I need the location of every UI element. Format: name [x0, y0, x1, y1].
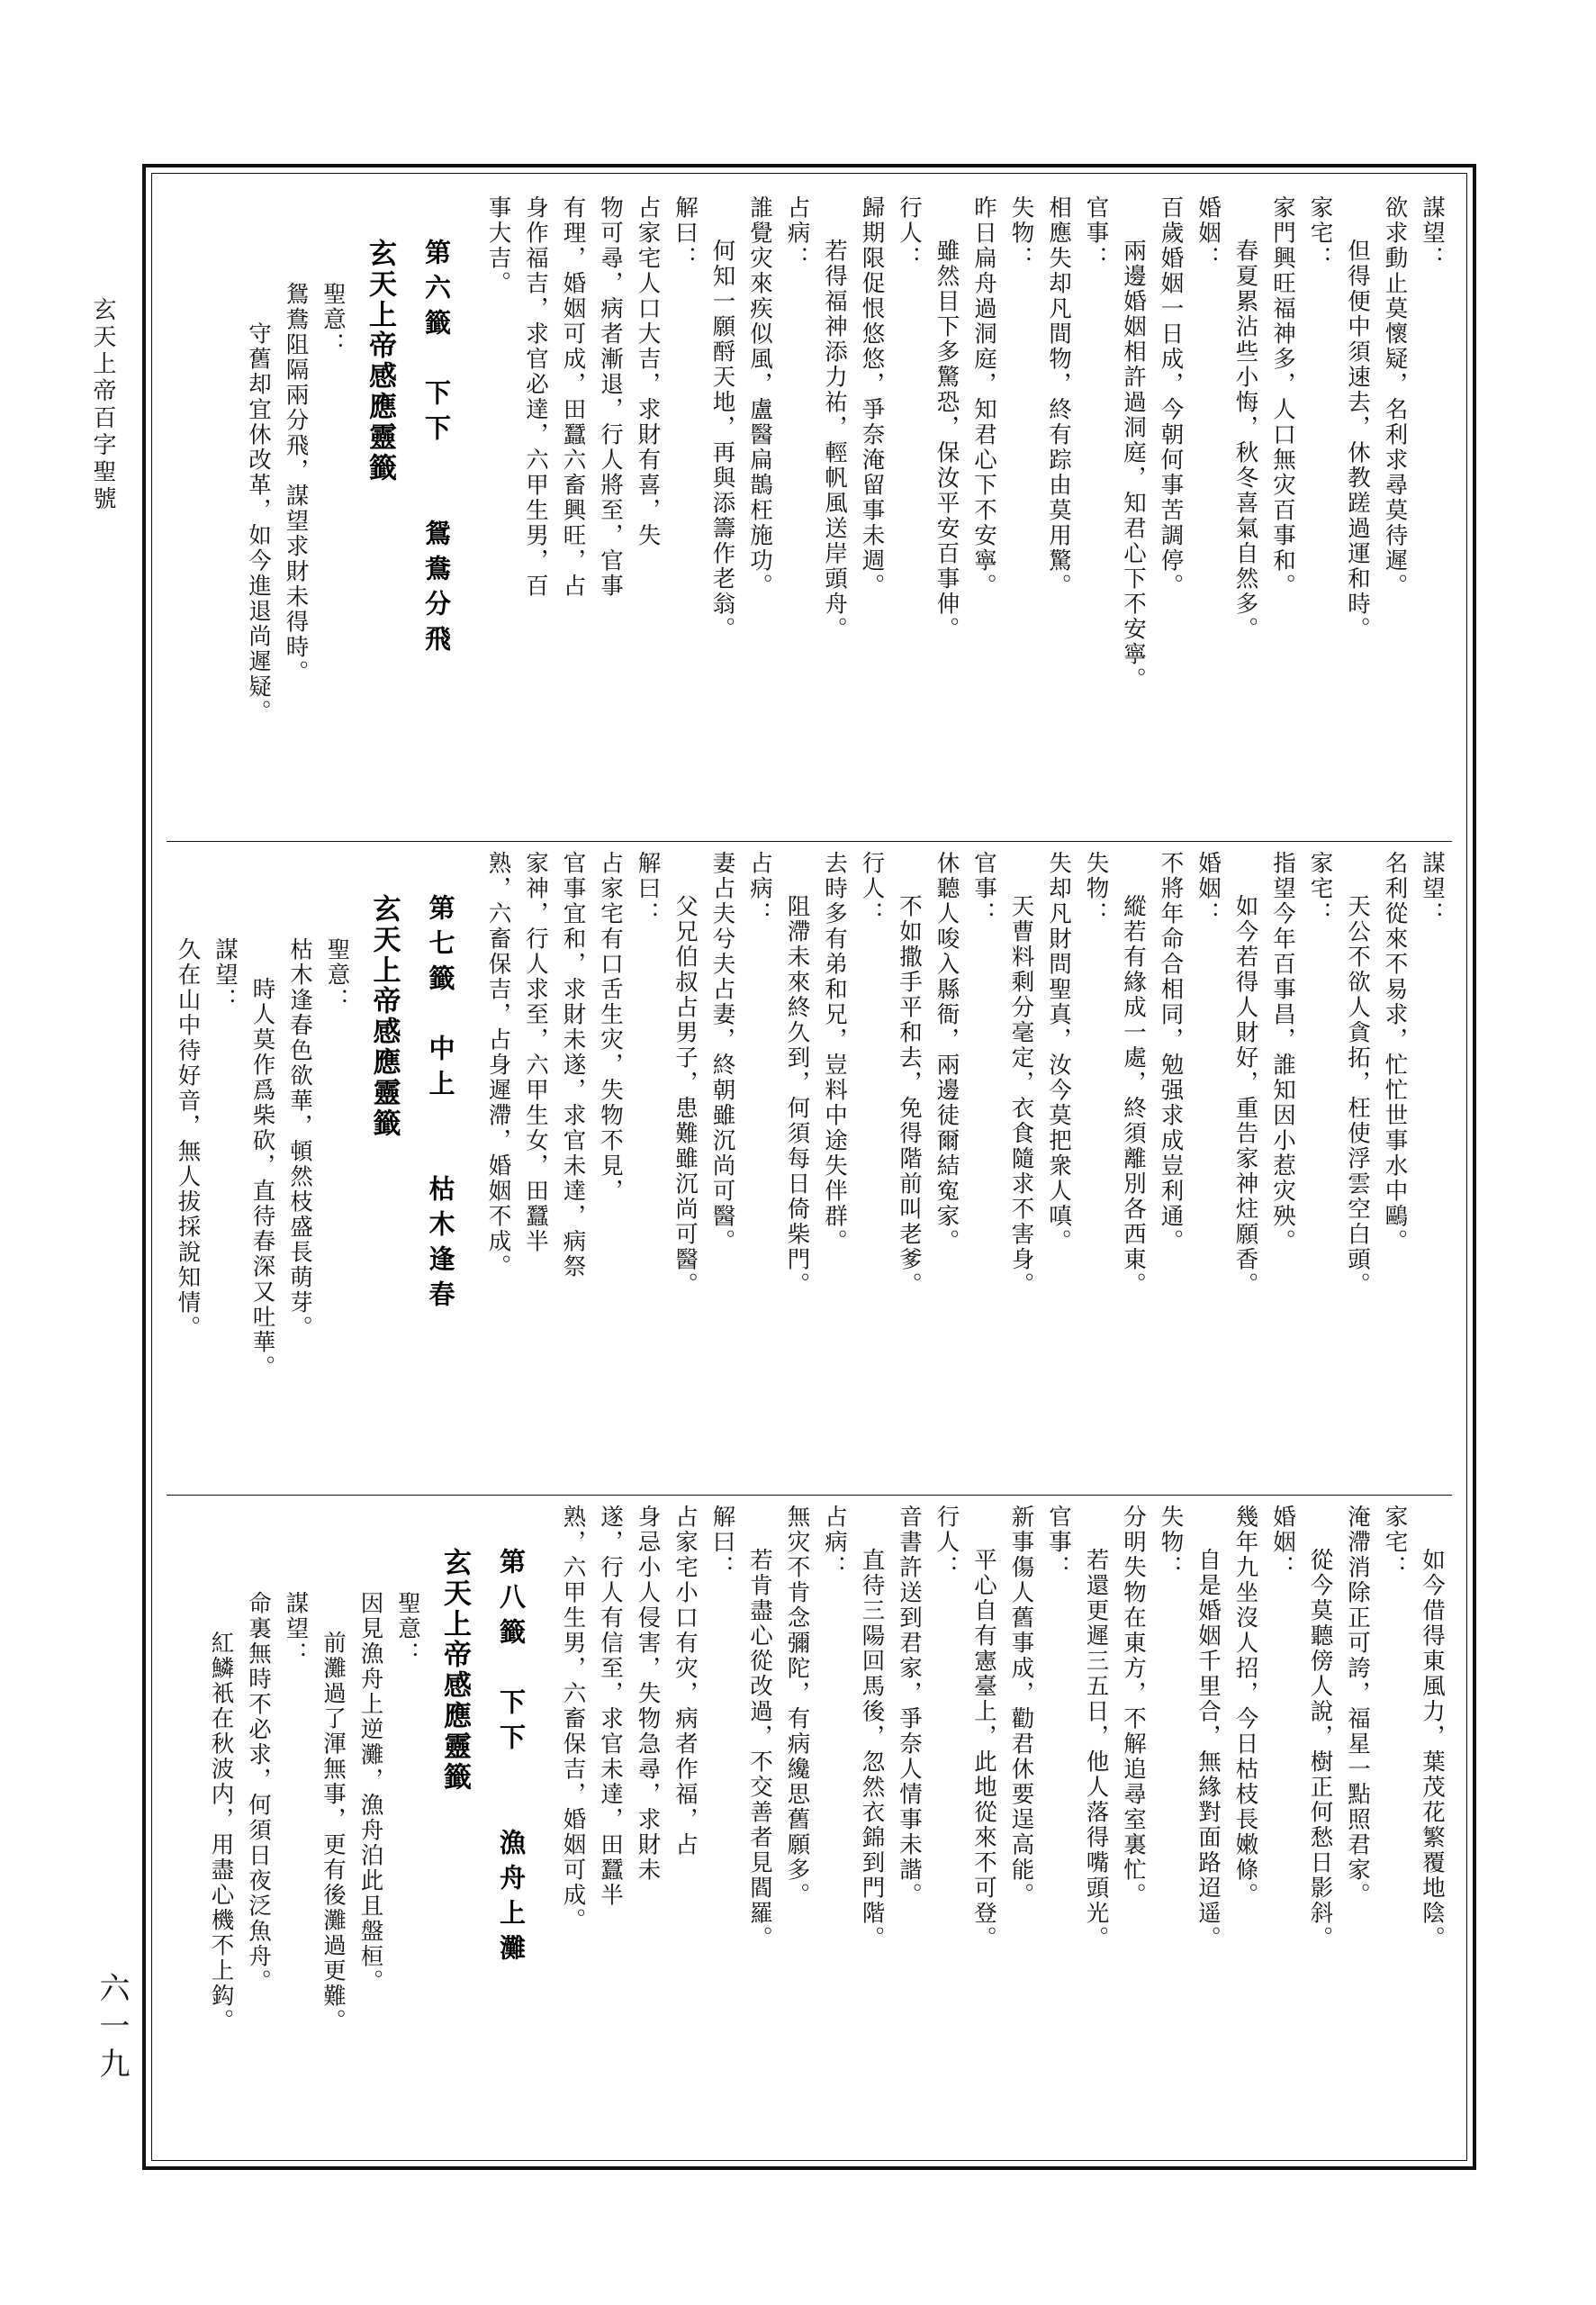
entry-line: 占病：	[783, 195, 811, 271]
entry-line: 熟，六畜保吉，占身遲滯，婚姻不成。	[484, 851, 512, 1280]
extra-line: 命裏無時不必求，何須日夜泛魚舟。	[245, 1590, 272, 1994]
entry-line: 家宅：	[1381, 1504, 1409, 1580]
text-frame	[142, 164, 1476, 2170]
section-qian7	[167, 841, 1452, 1494]
entry-line: 遂，行人有信至，求官未達，田蠶半	[597, 1504, 624, 1908]
seal-intent-line: 因見漁舟上逆灘，漁舟泊此且盤桓。	[356, 1590, 384, 1994]
entry-line: 身作福吉，求官必達，六甲生男，百	[522, 195, 549, 599]
section-title: 玄天上帝感應靈籤	[367, 894, 401, 1140]
entry-line: 官事：	[1082, 195, 1110, 271]
entry-line: 雖然目下多驚恐，保汝平安百事伸。	[933, 239, 960, 642]
entry-line: 但得便中須速去，休教蹉過運和時。	[1344, 239, 1371, 642]
entry-line: 謀望：	[1419, 851, 1446, 927]
entry-line: 官事：	[970, 851, 997, 927]
section-qian8	[167, 1495, 1452, 2147]
entry-line: 婚姻：	[1195, 851, 1222, 927]
entry-line: 直待三陽回馬後，忽然衣錦到門階。	[858, 1547, 886, 1951]
sections-container	[167, 186, 1452, 2147]
entry-line: 婚姻：	[1195, 195, 1222, 271]
entry-line: 失却凡財問聖真，汝今莫把衆人嗔。	[1045, 851, 1072, 1255]
entry-line: 行人：	[933, 1504, 960, 1580]
entry-line: 熟，六甲生男，六畜保吉，婚姻可成。	[559, 1504, 587, 1933]
entry-line: 從今莫聽傍人說，樹正何愁日影斜。	[1306, 1547, 1334, 1951]
entry-line: 縱若有緣成一處，終須離別各西東。	[1120, 894, 1147, 1298]
entry-line: 家門興旺福神多，人口無灾百事和。	[1269, 195, 1296, 599]
entry-line: 不如撒手平和去，免得階前叫老爹。	[896, 894, 923, 1298]
entry-line: 休聽人唆入縣衙，兩邊徒爾結寃家。	[933, 851, 960, 1255]
entry-line: 官事宜和，求財未遂，求官未達，病祭	[559, 851, 587, 1280]
entry-line: 歸期限促恨悠悠，爭奈淹留事未週。	[858, 195, 886, 599]
entry-line: 父兄伯叔占男子，患難雖沉尚可醫。	[672, 894, 699, 1298]
running-head: 玄天上帝百字聖號	[89, 297, 116, 513]
seal-intent-line: 守舊却宜休改革，如今進退尚遲疑。	[245, 321, 272, 725]
entry-line: 身忌小人侵害，失物急尋，求財未	[634, 1504, 662, 1883]
entry-line: 音書許送到君家，爭奈人情事未諧。	[896, 1504, 923, 1908]
entry-line: 行人：	[896, 195, 923, 271]
section-qian7-columns	[167, 842, 1452, 1494]
entry-line: 若得福神添力祐，輕帆風送岸頭舟。	[821, 239, 848, 642]
entry-line: 分明失物在東方，不解追尋室裏忙。	[1120, 1504, 1147, 1908]
entry-line: 家宅：	[1306, 851, 1334, 927]
entry-line: 新事傷人舊事成，勸君休要逞高能。	[1007, 1504, 1035, 1908]
entry-line: 淹滯消除正可誇，福星一點照君家。	[1344, 1504, 1371, 1908]
column-gap	[464, 195, 479, 836]
entry-line: 指望今年百事昌，誰知因小惹灾殃。	[1269, 851, 1296, 1255]
entry-line: 無灾不肯念彌陀，有病纔思舊願多。	[783, 1504, 811, 1908]
entry-line: 自是婚姻千里合，無緣對面路迢遥。	[1195, 1547, 1222, 1951]
entry-line: 解曰：	[708, 1504, 736, 1580]
page-number: 六一九	[94, 1972, 130, 2085]
entry-line: 失物：	[1082, 851, 1110, 927]
seal-intent-line: 鴛鴦阻隔兩分飛，謀望求財未得時。	[282, 282, 310, 685]
entry-line: 欲求動止莫懷疑，名利求尋莫待遲。	[1381, 195, 1409, 599]
entry-line: 占病：	[821, 1504, 848, 1580]
section-qian6-columns	[167, 186, 1452, 841]
section-qian8-columns	[167, 1496, 1452, 2147]
entry-line: 官事：	[1045, 1504, 1072, 1580]
entry-line: 物可尋，病者漸退，行人將至，官事	[597, 195, 624, 599]
entry-line: 家宅：	[1306, 195, 1334, 271]
seal-intent-line: 前灘過了渾無事，更有後灘過更難。	[320, 1630, 347, 2034]
entry-line: 百歲婚姻一日成，今朝何事苦調停。	[1157, 195, 1185, 599]
entry-line: 幾年九坐沒人招，今日枯枝長嫩條。	[1231, 1504, 1259, 1908]
entry-line: 天曹料剩分毫定，衣食隨求不害身。	[1007, 894, 1035, 1298]
entry-line: 謀望：	[1419, 195, 1446, 271]
entry-line: 若肯盡心從改過，不交善者見閻羅。	[746, 1547, 773, 1951]
entry-line: 事大吉。	[484, 195, 512, 296]
seal-intent-label: 聖意：	[320, 282, 347, 357]
entry-line: 不將年命合相同，勉强求成豈利通。	[1157, 851, 1185, 1255]
entry-line: 解曰：	[672, 195, 699, 271]
seal-intent-label: 聖意：	[394, 1590, 421, 1667]
entry-line: 去時多有弟和兄，豈料中途失伴群。	[821, 851, 848, 1255]
seal-intent-label: 聖意：	[323, 937, 351, 1014]
extra-label: 謀望：	[282, 1590, 310, 1667]
entry-line: 阻滯未來終久到，何須每日倚柴門。	[783, 894, 811, 1298]
entry-line: 天公不欲人貪拓，枉使浮雲空白頭。	[1344, 894, 1371, 1298]
entry-line: 行人：	[858, 851, 886, 927]
entry-line: 家神，行人求至，六甲生女，田蠶半	[522, 851, 549, 1255]
entry-line: 平心自有憲臺上，此地從來不可登。	[970, 1547, 997, 1951]
entry-line: 占家宅人口大吉，求財有喜，失	[634, 195, 662, 548]
entry-line: 兩邊婚姻相許過洞庭，知君心下不安寧。	[1120, 239, 1147, 692]
entry-line: 占家宅有口舌生灾，失物不見，	[597, 851, 624, 1205]
qian-number-line: 第六籤 下下 鴛鴦分飛	[421, 239, 452, 660]
entry-line: 春夏累沾些小悔，秋冬喜氣自然多。	[1231, 239, 1259, 642]
entry-line: 誰覺灾來疾似風，盧醫扁鵲枉施功。	[746, 195, 773, 599]
qian-number-line: 第七籤 中上 枯木逢春	[425, 894, 456, 1316]
entry-line: 占家宅小口有灾，病者作福，占	[672, 1504, 699, 1858]
entry-line: 失物：	[1157, 1504, 1185, 1580]
entry-line: 名利從來不易求，忙忙世事水中鷗。	[1381, 851, 1409, 1255]
column-gap	[539, 1505, 554, 2142]
extra-line: 久在山中待好音，無人拔採說知情。	[174, 937, 202, 1342]
extra-line: 紅鱗衹在秋波内，用盡心機不上鈎。	[207, 1630, 235, 2034]
entry-line: 解曰：	[634, 851, 662, 927]
entry-line: 昨日扁舟過洞庭，知君心下不安寧。	[970, 195, 997, 599]
section-qian6	[167, 186, 1452, 841]
entry-line: 何知一願酹天地，再與添籌作老翁。	[708, 239, 736, 642]
entry-line: 如今若得人財好，重告家神炷願香。	[1231, 894, 1259, 1298]
entry-line: 相應失却凡間物，終有踪由莫用驚。	[1045, 195, 1072, 599]
entry-line: 占病：	[746, 851, 773, 927]
column-gap	[469, 851, 480, 1488]
section-title: 玄天上帝感應靈籤	[438, 1547, 471, 1793]
seal-intent-line: 時人莫作爲柴砍，直待春深又吐華。	[248, 977, 276, 1381]
entry-line: 有理，婚姻可成，田蠶六畜興旺，占	[559, 195, 587, 599]
qian-number-line: 第八籤 下下 漁舟上灘	[496, 1547, 527, 1969]
seal-intent-line: 枯木逢春色欲華，頓然枝盛長萌芽。	[286, 937, 313, 1342]
text-frame-inner	[151, 173, 1467, 2161]
entry-line: 若還更遲三五日，他人落得嘴頭光。	[1082, 1547, 1110, 1951]
extra-label: 謀望：	[212, 937, 239, 1014]
section-title: 玄天上帝感應靈籤	[364, 239, 396, 484]
entry-line: 婚姻：	[1269, 1504, 1296, 1580]
entry-line: 妻占夫兮夫占妻，終朝雖沉尚可醫。	[708, 851, 736, 1255]
entry-line: 失物：	[1007, 195, 1035, 271]
entry-line: 如今借得東風力，葉茂花繁覆地陰。	[1419, 1547, 1446, 1951]
